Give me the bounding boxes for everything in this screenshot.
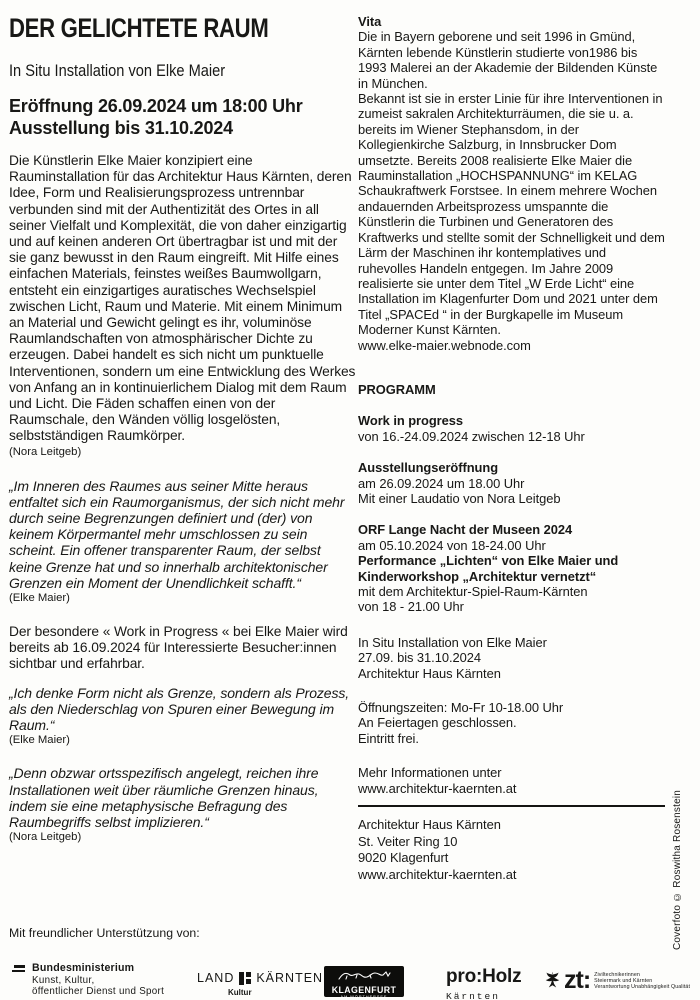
logo-zt	[545, 966, 691, 994]
program-item-title: ORF Lange Nacht der Museen 2024	[358, 522, 573, 538]
address-line: St. Veiter Ring 10	[358, 833, 458, 849]
info-line: Mehr Informationen unter	[358, 765, 502, 781]
program-item-line: mit dem Architektur-Spiel-Raum-Kärnten	[358, 584, 588, 599]
work-in-progress-note: Der besondere « Work in Progress « bei Elke Maier wird bereits ab 16.09.2024 für Interessierte Besucher:innen sichtbar und erfahrbar.	[9, 624, 348, 672]
lindwurm-dragon-icon	[337, 970, 391, 981]
quote-3: „Denn obzwar ortsspezifisch angelegt, reichen ihre Installationen weit über räumliche Grenzen hinaus, indem sie eine metaphysische Befragung des Raumbegriffs selbst implizieren.“	[9, 765, 319, 830]
austrian-flag-icon	[12, 965, 26, 998]
divider-rule	[358, 805, 665, 807]
logo-klagenfurt	[324, 966, 404, 997]
page-title: DER GELICHTETE RAUM	[9, 13, 269, 43]
proholz-subtitle: Kärnten	[446, 991, 500, 1000]
insitu-line: Architektur Haus Kärnten	[358, 665, 501, 681]
support-label: Mit freundlicher Unterstützung von:	[9, 926, 200, 940]
opening-dates	[9, 95, 356, 139]
program-item-work-in-progress	[358, 413, 665, 444]
kaernten-mark-icon	[239, 972, 251, 985]
more-info-block	[358, 765, 665, 796]
klagenfurt-title: KLAGENFURT	[331, 985, 397, 995]
intro-paragraph: Die Künstlerin Elke Maier konzipiert eine Rauminstallation für das Architektur Haus Kärnten, deren Idee, Form und Realisierungsprozess untrennbar verbunden sind mit der Authentizität des Ortes in all seiner Vielfalt und Komplexität, die von daher einzigartig und auf keinen anderen Ort übertragbar ist und mit der sie ganz bewusst in den Raum eingreift. Mit Hilfe eines einfachen Materials, feinstes weißes Baumwollgarn, entsteht ein einzigartiges auratisches Wechselspiel zwischen Licht, Raum und Materie. Mit einem Minimum an Material und Gewicht gelingt es ihr, voluminöse Raumlandschaften von atmosphärischer Dichte zu erzeugen. Dabei handelt es sich nicht um punktuelle Interventionen, sondern um eine Entwicklung des Werkes von Anfang an in kontinuierlichem Dialog mit dem Raum und Licht. Die Fäden schaffen einen von der Raumschale, den Wänden völlig losgelösten, selbstständigen Raumkörper.	[9, 153, 356, 444]
vita-paragraph-2: Bekannt ist sie in erster Linie für ihre Interventionen in zumeist sakralen Architekturräumen, die sie u. a. bereits im Wiener Stephansdom, in der Kollegienkirche Salzburg, in Innsbrucker Dom umsetzte. Bereits 2008 realisierte Elke Maier die Rauminstallation „HOCHSPANNUNG“ im KELAG Schaukraftwerk Forstsee. In einem mehrere Wochen andauernden Arbeitsprozess umspannte die Künstlerin die Turbinen und Generatoren des Kraftwerks und stellte somit der Schnelligkeit und dem Lärm der Maschinen ihr kontemplatives und ruhevolles Handeln entgegen. Im Jahre 2009 realisierte sie unter dem Titel „W Erde Licht“ eine Installation im Klagenfurter Dom und 2021 unter dem Titel „SPACEd “ in der Burgkapelle im Museum Moderner Kunst Kärnten.	[358, 91, 665, 338]
eagle-icon	[545, 970, 560, 990]
program-item-line: am 05.10.2024 von 18-24.00 Uhr	[358, 537, 546, 553]
program-item-title: Ausstellungseröffnung	[358, 460, 499, 476]
intro-credit: (Nora Leitgeb)	[9, 445, 82, 458]
artist-website-link: www.elke-maier.webnode.com	[358, 337, 531, 353]
zt-text-block	[594, 972, 690, 990]
venue-website-link: www.architektur-kaernten.at	[358, 780, 517, 796]
hours-line: Eintritt frei.	[358, 730, 419, 746]
photo-credit-vertical: Coverfoto © Roswitha Rosenstein	[672, 789, 683, 950]
program-item-bold-line: Performance „Lichten“ von Elke Maier und	[358, 553, 619, 569]
venue-address-block	[358, 817, 665, 883]
kaernten-label: KÄRNTEN	[256, 971, 324, 985]
address-line: 9020 Klagenfurt	[358, 850, 449, 866]
opening-line-1: Eröffnung 26.09.2024 um 18:00 Uhr	[9, 96, 303, 116]
program-item-line: von 16.-24.09.2024 zwischen 12-18 Uhr	[358, 428, 585, 444]
opening-hours-block	[358, 700, 665, 746]
insitu-line: 27.09. bis 31.10.2024	[358, 650, 481, 666]
bundesministerium-text	[32, 962, 164, 998]
program-item-line: am 26.09.2024 um 18.00 Uhr	[358, 475, 525, 491]
zt-line: Steiermark und Kärnten	[594, 978, 653, 984]
quote-2-credit: (Elke Maier)	[9, 734, 70, 747]
bundesministerium-line: öffentlicher Dienst und Sport	[32, 986, 165, 997]
klagenfurt-subtitle: AM WÖRTHERSEE	[340, 995, 388, 999]
program-item-line: Mit einer Laudatio von Nora Leitgeb	[358, 490, 561, 506]
zt-wordmark: zt:	[564, 966, 591, 994]
programm-heading: PROGRAMM	[358, 381, 436, 397]
hours-line: An Feiertagen geschlossen.	[358, 715, 517, 731]
program-item-title: Work in progress	[358, 413, 463, 429]
left-column	[9, 14, 356, 844]
bundesministerium-title: Bundesministerium	[32, 962, 135, 974]
quote-3-credit: (Nora Leitgeb)	[9, 831, 82, 844]
quote-1: „Im Inneren des Raumes aus seiner Mitte heraus entfaltet sich ein Raumorganismus, der sich nicht mehr durch seine Begrenzungen definiert und (der) von keinem Körpermantel mehr umschlossen zu sein scheint. Ein offener transparenter Raum, der selbst keine Grenze hat und so innerhalb architektonischer Grenzen ein Moment der Unendlichkeit schafft.“	[9, 477, 345, 591]
logo-land-kaernten	[197, 971, 324, 997]
quote-1-credit: (Elke Maier)	[9, 592, 70, 605]
vita-paragraph-1: Die in Bayern geborene und seit 1996 in Gmünd, Kärnten lebende Künstlerin studierte von1986 bis 1993 Malerei an der Akademie der Bildenden Künste in München.	[358, 29, 658, 91]
address-website-link: www.architektur-kaernten.at	[358, 866, 517, 882]
logo-proholz	[446, 967, 521, 1000]
vita-heading: Vita	[358, 14, 382, 29]
logo-bundesministerium	[12, 962, 164, 998]
kultur-label: Kultur	[228, 988, 252, 997]
insitu-dates-block	[358, 635, 665, 681]
quote-2: „Ich denke Form nicht als Grenze, sondern als Prozess, als den Niederschlag von Spuren einer Bewegung im Raum.“	[9, 684, 350, 734]
program-item-orf-night	[358, 522, 665, 614]
right-column	[358, 14, 665, 883]
hours-line: Öffnungszeiten: Mo-Fr 10-18.00 Uhr	[358, 700, 564, 716]
insitu-line: In Situ Installation von Elke Maier	[358, 634, 547, 650]
address-line: Architektur Haus Kärnten	[358, 817, 501, 833]
zt-line: Ziviltechnikerinnen	[594, 972, 640, 978]
program-item-line: von 18 - 21.00 Uhr	[358, 599, 464, 615]
land-label: LAND	[197, 971, 235, 985]
program-item-opening	[358, 460, 665, 506]
opening-line-2: Ausstellung bis 31.10.2024	[9, 118, 233, 138]
zt-line: Verantwortung Unabhängigkeit Qualität	[594, 984, 691, 990]
bundesministerium-line: Kunst, Kultur,	[32, 974, 95, 986]
program-item-bold-line: Kinderworkshop „Architektur vernetzt“	[358, 568, 597, 584]
proholz-title: pro:Holz	[446, 966, 522, 987]
subtitle: In Situ Installation von Elke Maier	[9, 61, 226, 80]
